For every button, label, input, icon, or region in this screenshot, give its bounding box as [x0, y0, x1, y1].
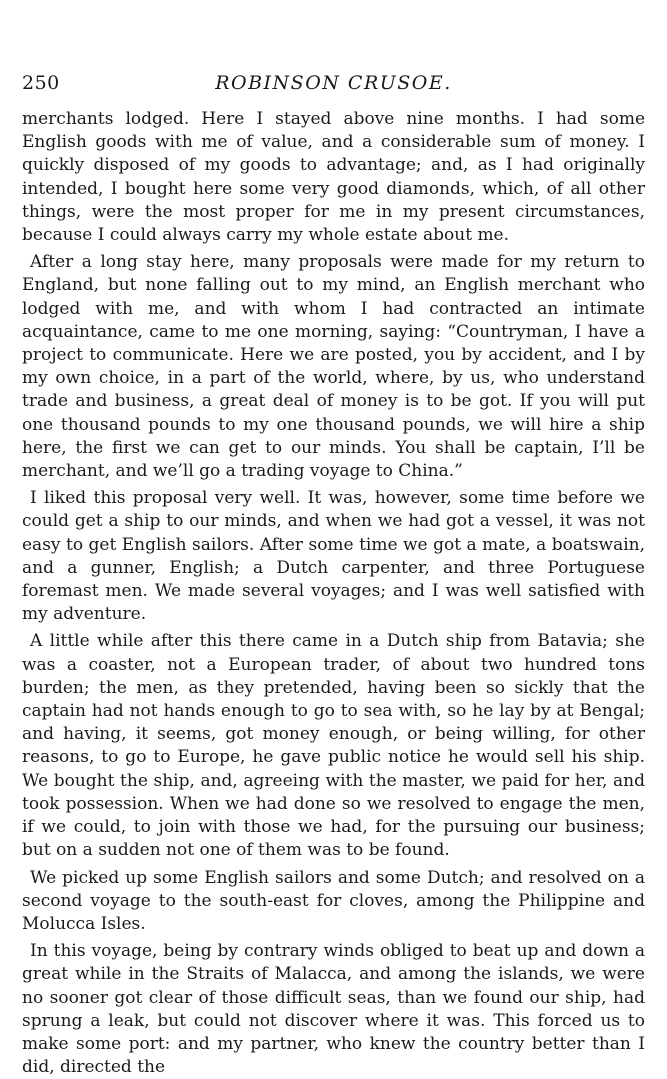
paragraph: I liked this proposal very well. It was, however, some time before we could get a ship to our minds, and when we had got a vessel, it was not easy to get English sailors. After some time we got a mate, a boatswain, and a gunner, English; a Dutch carpenter, and three Portuguese foremast men. We made several voyages; and I was well satisfied with my adventure.	[22, 488, 645, 625]
paragraph: We picked up some English sailors and some Dutch; and resolved on a second voyage to the south-east for cloves, among the Philippine and Molucca Isles.	[22, 867, 645, 934]
paragraph: A little while after this there came in a Dutch ship from Batavia; she was a coaster, not a European trader, of about two hundred tons burden; the men, as they pretended, having been so sickly that the captain had not hands enough to go to sea with, so he lay by at Bengal; and having, it seems, got money enough, or being willing, for other reasons, to go to Europe, he gave public notice he would sell his ship. We bought the ship, and, agreeing with the master, we paid for her, and took possession. When we had done so we resolved to engage the men, if we could, to join with those we had, for the pursuing our business; but on a sudden not one of them was to be found.	[22, 631, 645, 861]
running-title: ROBINSON CRUSOE.	[215, 72, 452, 94]
paragraph: In this voyage, being by contrary winds obliged to beat up and down a great while in the Straits of Malacca, and among the islands, we were no sooner got clear of those difficult seas, than we found our ship, had sprung a leak, but could not discover where it was. This forced us to make some port: and my partner, who knew the country better than I did, directed the	[22, 941, 645, 1078]
body-text	[22, 108, 645, 1079]
paragraph-continued: merchants lodged. Here I stayed above nine months. I had some English goods with me of value, and a considerable sum of money. I quickly disposed of my goods to advantage; and, as I had originally intended, I bought here some very good diamonds, which, of all other things, were the most proper for me in my present circumstances, because I could always carry my whole estate about me.	[22, 109, 645, 246]
paragraph: After a long stay here, many proposals were made for my return to England, but none falling out to my mind, an English merchant who lodged with me, and with whom I had contracted an intimate acquaintance, came to me one morning, saying: “Countryman, I have a project to communicate. Here we are posted, you by accident, and I by my own choice, in a part of the world, where, by us, who understand trade and business, a great deal of money is to be got. If you will put one thousand pounds to my one thousand pounds, we will hire a ship here, the first we can get to our minds. You shall be captain, I’ll be merchant, and we’ll go a trading voyage to China.”	[22, 252, 645, 482]
page-header	[22, 72, 645, 102]
page-number: 250	[22, 72, 60, 94]
